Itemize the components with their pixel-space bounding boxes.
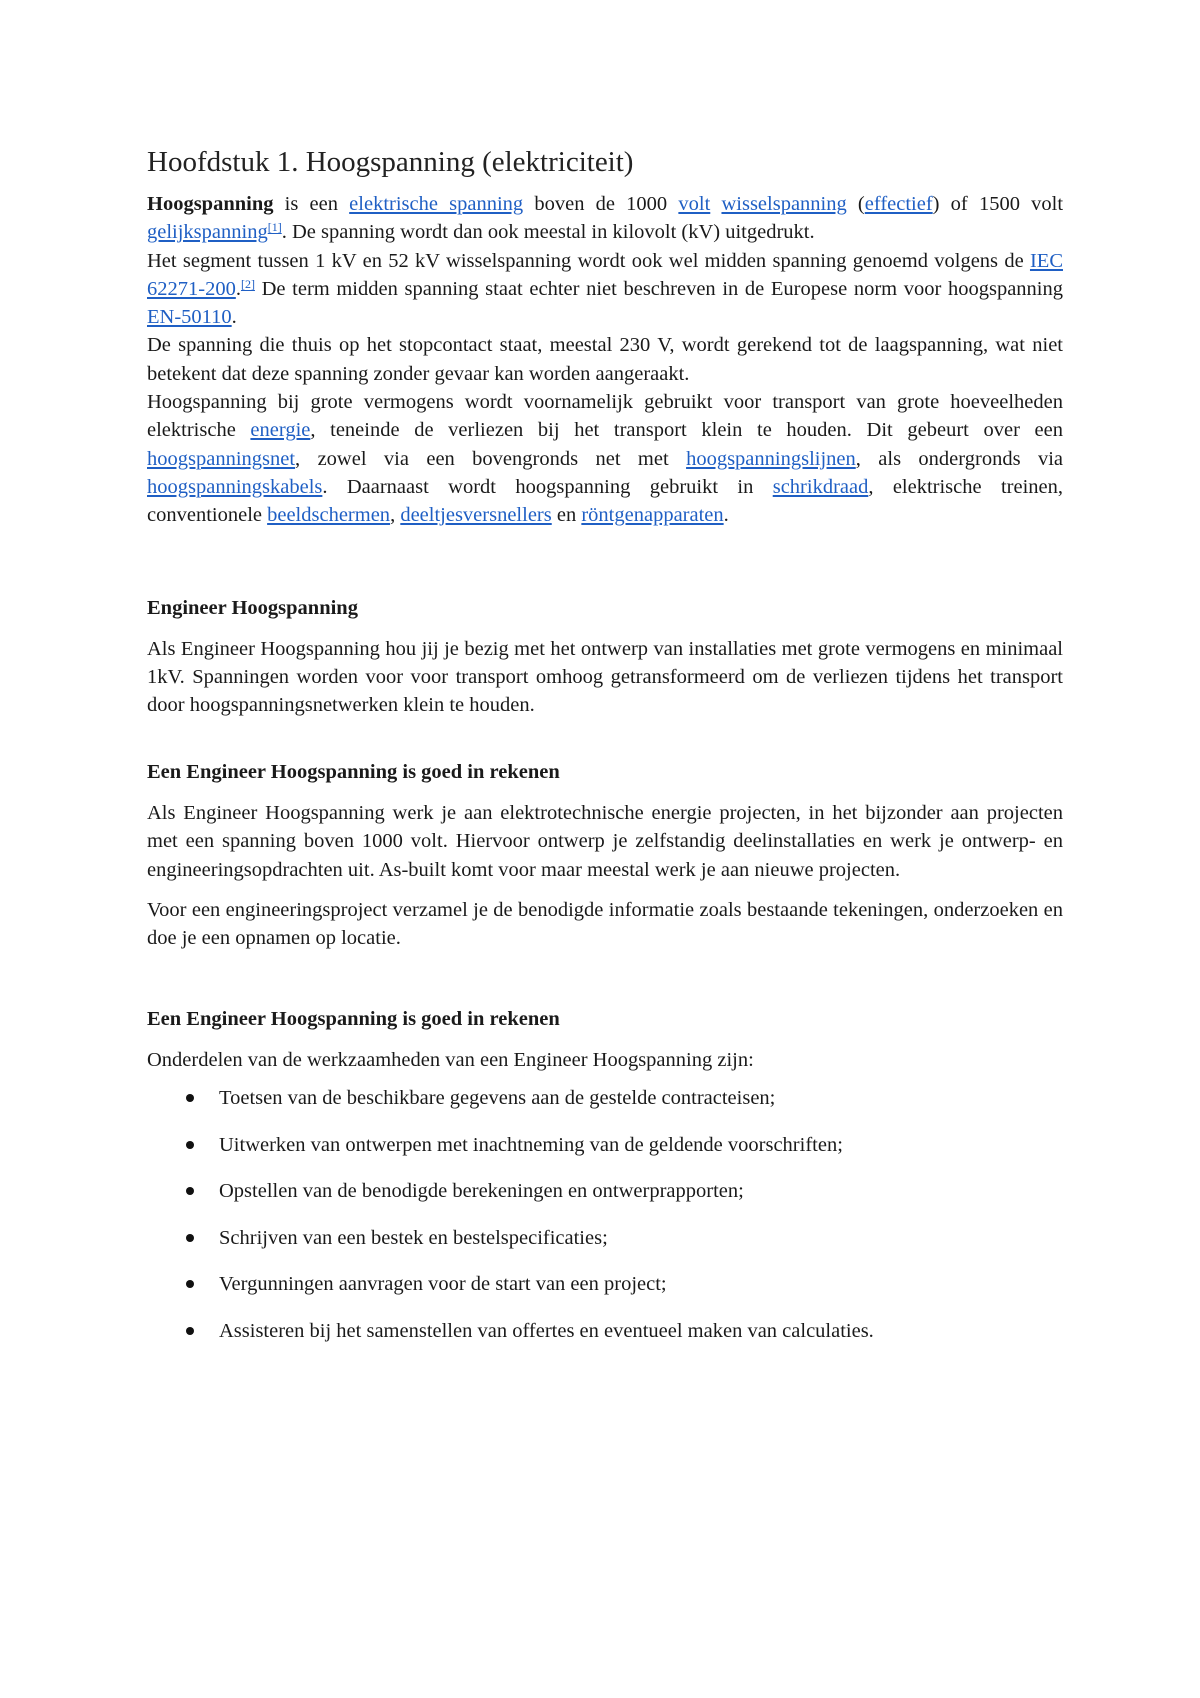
text-run: . De spanning wordt dan ook meestal in kilovolt (kV) uitgedrukt. [281, 221, 815, 244]
section-paragraph: Voor een engineeringsproject verzamel je de benodigde informatie zoals bestaande tekeningen, onderzoeken en doe je een opnamen op locatie. [147, 899, 1063, 950]
intro-paragraph-definition [147, 190, 1063, 247]
intro-section [147, 190, 1063, 530]
list-item [147, 1131, 1063, 1159]
link-schrikdraad[interactable]: schrikdraad [772, 475, 869, 498]
intro-paragraph-transport [147, 388, 1063, 529]
section-goed-in-rekenen [147, 758, 1063, 953]
text-run: , als ondergronds via [855, 447, 1063, 470]
bullet-icon [186, 1327, 194, 1335]
duties-list [147, 1084, 1063, 1345]
link-iec-62271-200[interactable]: IEC 62271-200 [147, 249, 1063, 300]
list-item [147, 1317, 1063, 1345]
link-beeldschermen[interactable]: beeldschermen [267, 504, 391, 527]
list-item-text: Vergunningen aanvragen voor de start van een project; [219, 1273, 667, 1296]
intro-paragraph-laagspanning: De spanning die thuis op het stopcontact staat, meestal 230 V, wordt gerekend tot de laagspanning, wat niet betekent dat deze spanning zonder gevaar kan worden aangeraakt. [147, 334, 1063, 385]
page-title: Hoofdstuk 1. Hoogspanning (elektriciteit) [147, 146, 634, 178]
bullet-icon [186, 1234, 194, 1242]
list-intro: Onderdelen van de werkzaamheden van een Engineer Hoogspanning zijn: [147, 1048, 754, 1071]
link-volt[interactable]: volt [678, 193, 711, 215]
section-engineer-hoogspanning [147, 594, 1063, 720]
text-run: Het segment tussen 1 kV en 52 kV wisselspanning wordt ook wel midden spanning genoemd volgens de [147, 249, 1030, 272]
section-paragraph: Als Engineer Hoogspanning hou jij je bezig met het ontwerp van installaties met grote vermogens en minimaal 1kV. Spanningen worden voor voor transport omhoog getransformeerd om de verliezen tijdens het transport door hoogspanningsnetwerken klein te houden. [147, 637, 1063, 717]
section-heading: Een Engineer Hoogspanning is goed in rekenen [147, 1007, 560, 1030]
text-run: . [235, 277, 241, 300]
link-energie[interactable]: energie [250, 419, 311, 442]
list-item-text: Assisteren bij het samenstellen van offertes en eventueel maken van calculaties. [219, 1319, 874, 1342]
link-hoogspanningslijnen[interactable]: hoogspanningslijnen [686, 447, 856, 470]
document-page [147, 142, 1063, 1363]
text-run: boven de 1000 [523, 193, 679, 215]
link-elektrische-spanning[interactable]: elektrische spanning [349, 193, 524, 215]
link-en-50110[interactable]: EN-50110 [147, 306, 232, 329]
spacer [147, 884, 1063, 896]
bullet-icon [186, 1094, 194, 1102]
text-run: , elektrische treinen, conventionele [147, 475, 1064, 527]
link-effectief[interactable]: effectief [864, 193, 933, 215]
text-run: . [231, 306, 237, 329]
bullet-icon [186, 1141, 194, 1149]
list-item-text: Toetsen van de beschikbare gegevens aan de gestelde contracteisen; [219, 1087, 776, 1110]
text-run: , [390, 504, 401, 527]
spacer [147, 720, 1063, 758]
bullet-icon [186, 1187, 194, 1195]
section-werkzaamheden [147, 1005, 1063, 1345]
text-run: De term midden spanning staat echter niet beschreven in de Europese norm voor hoogspanning [254, 277, 1063, 300]
spacer [147, 953, 1063, 1005]
list-item-text: Opstellen van de benodigde berekeningen en ontwerprapporten; [219, 1180, 744, 1203]
text-run: en [551, 504, 582, 527]
link-wisselspanning[interactable]: wisselspanning [721, 193, 847, 215]
section-paragraph: Als Engineer Hoogspanning werk je aan elektrotechnische energie projecten, in het bijzonder aan projecten met een spanning boven 1000 volt. Hiervoor ontwerp je zelfstandig deelinstallaties en werk je ontwerp- en engineeringsopdrachten uit. As-built komt voor maar meestal werk je aan nieuwe projecten. [147, 801, 1063, 881]
term-hoogspanning: Hoogspanning [147, 193, 274, 215]
list-item-text: Uitwerken van ontwerpen met inachtneming van de geldende voorschriften; [219, 1133, 843, 1156]
link-deeltjesversnellers[interactable]: deeltjesversnellers [400, 504, 552, 527]
text-run: Hoogspanning bij grote vermogens wordt voornamelijk gebruikt voor transport van grote hoeveelheden elektrische [147, 391, 1063, 442]
list-item [147, 1084, 1063, 1112]
link-rontgenapparaten[interactable]: röntgenapparaten [581, 504, 724, 527]
link-hoogspanningskabels[interactable]: hoogspanningskabels [147, 475, 323, 498]
bullet-icon [186, 1280, 194, 1288]
list-item [147, 1224, 1063, 1252]
text-run: ) of 1500 volt [932, 193, 1064, 215]
text-run: is een [273, 193, 350, 215]
text-run: , teneinde de verliezen bij het transport klein te houden. Dit gebeurt over een [310, 419, 1063, 442]
spacer [147, 530, 1063, 594]
link-gelijkspanning[interactable]: gelijkspanning [147, 221, 268, 244]
text-run: ( [846, 193, 865, 215]
footnote-ref-2[interactable]: [2] [240, 276, 255, 291]
list-item [147, 1177, 1063, 1205]
intro-paragraph-midden-spanning [147, 247, 1063, 332]
section-heading: Een Engineer Hoogspanning is goed in rekenen [147, 760, 560, 783]
text-run: . [723, 504, 729, 527]
footnote-ref-1[interactable]: [1] [267, 220, 282, 235]
list-item-text: Schrijven van een bestek en bestelspecificaties; [219, 1226, 608, 1249]
text-run [710, 193, 721, 215]
link-hoogspanningsnet[interactable]: hoogspanningsnet [147, 447, 296, 470]
list-item [147, 1270, 1063, 1298]
section-heading: Engineer Hoogspanning [147, 596, 358, 619]
text-run: , zowel via een bovengronds net met [295, 447, 687, 470]
text-run: . Daarnaast wordt hoogspanning gebruikt in [322, 475, 773, 498]
